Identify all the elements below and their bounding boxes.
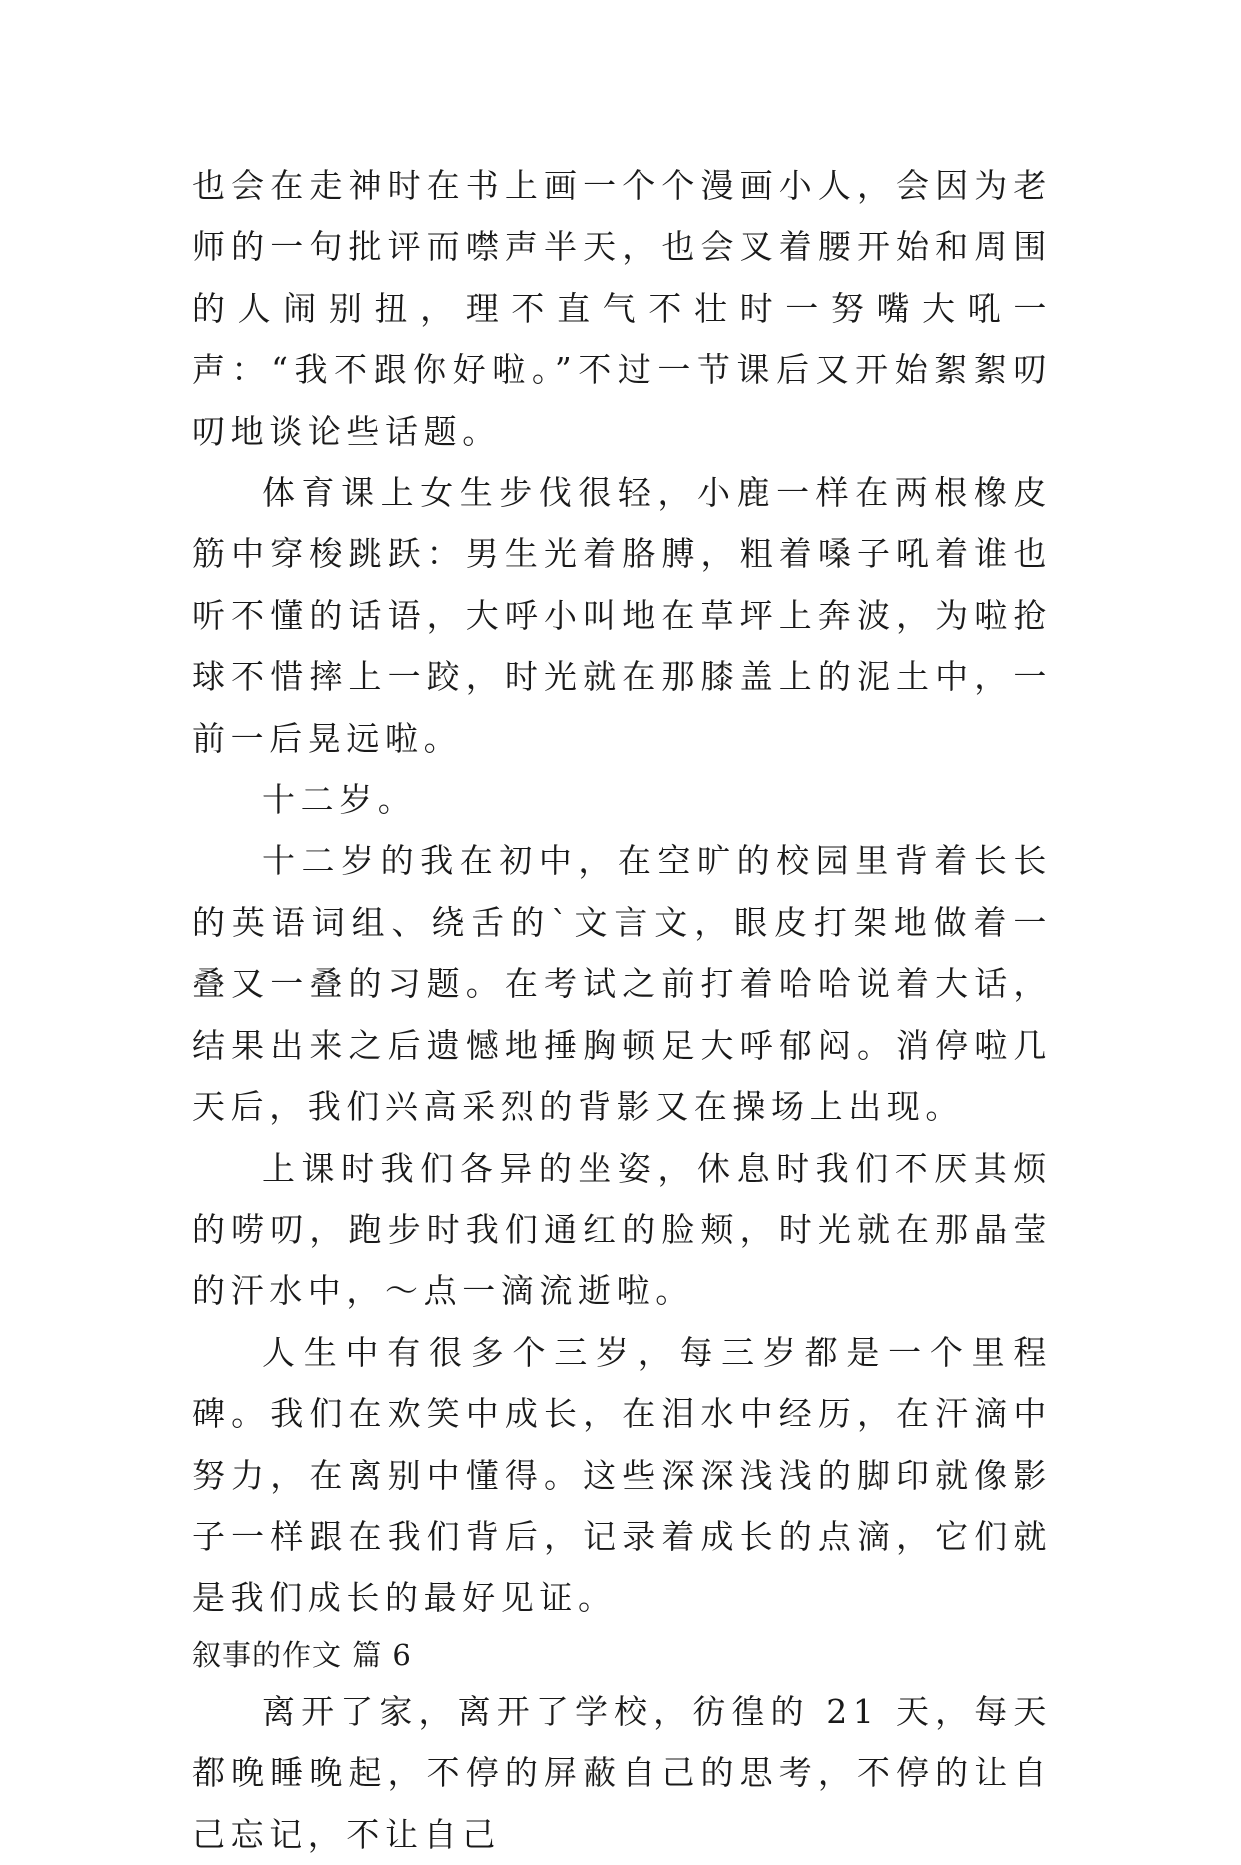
paragraph: 人生中有很多个三岁，每三岁都是一个里程碑。我们在欢笑中成长，在泪水中经历，在汗滴中努力，在离别中懂得。这些深深浅浅的脚印就像影子一样跟在我们背后，记录着成长的点滴，它们就是我们成长的最好见证。 (192, 1332, 1052, 1618)
document-page (192, 155, 1052, 1865)
paragraph: 上课时我们各异的坐姿，休息时我们不厌其烦的唠叨，跑步时我们通红的脸颊，时光就在那晶莹的汗水中，～点一滴流逝啦。 (192, 1148, 1052, 1311)
paragraph: 也会在走神时在书上画一个个漫画小人，会因为老师的一句批评而噤声半天，也会叉着腰开始和周围的人闹别扭，理不直气不壮时一努嘴大吼一声：“我不跟你好啦。”不过一节课后又开始絮絮叨叨地谈论些话题。 (192, 166, 1052, 451)
paragraph: 十二岁。 (262, 780, 417, 820)
paragraph: 体育课上女生步伐很轻，小鹿一样在两根橡皮筋中穿梭跳跃：男生光着胳膊，粗着嗓子吼着谁也听不懂的话语，大呼小叫地在草坪上奔波，为啦抢球不惜摔上一跤，时光就在那膝盖上的泥土中，一前一后晃远啦。 (192, 473, 1052, 758)
paragraph: 十二岁的我在初中，在空旷的校园里背着长长的英语词组、绕舌的`文言文，眼皮打架地做着一叠又一叠的习题。在考试之前打着哈哈说着大话，结果出来之后遗憾地捶胸顿足大呼郁闷。消停啦几天后，我们兴高采烈的背影又在操场上出现。 (192, 841, 1052, 1127)
paragraph: 离开了家，离开了学校，彷徨的 21 天，每天都晚睡晚起，不停的屏蔽自己的思考，不停的让自己忘记，不让自己 (192, 1691, 1052, 1854)
section-heading: 叙事的作文 篇 6 (192, 1637, 412, 1672)
